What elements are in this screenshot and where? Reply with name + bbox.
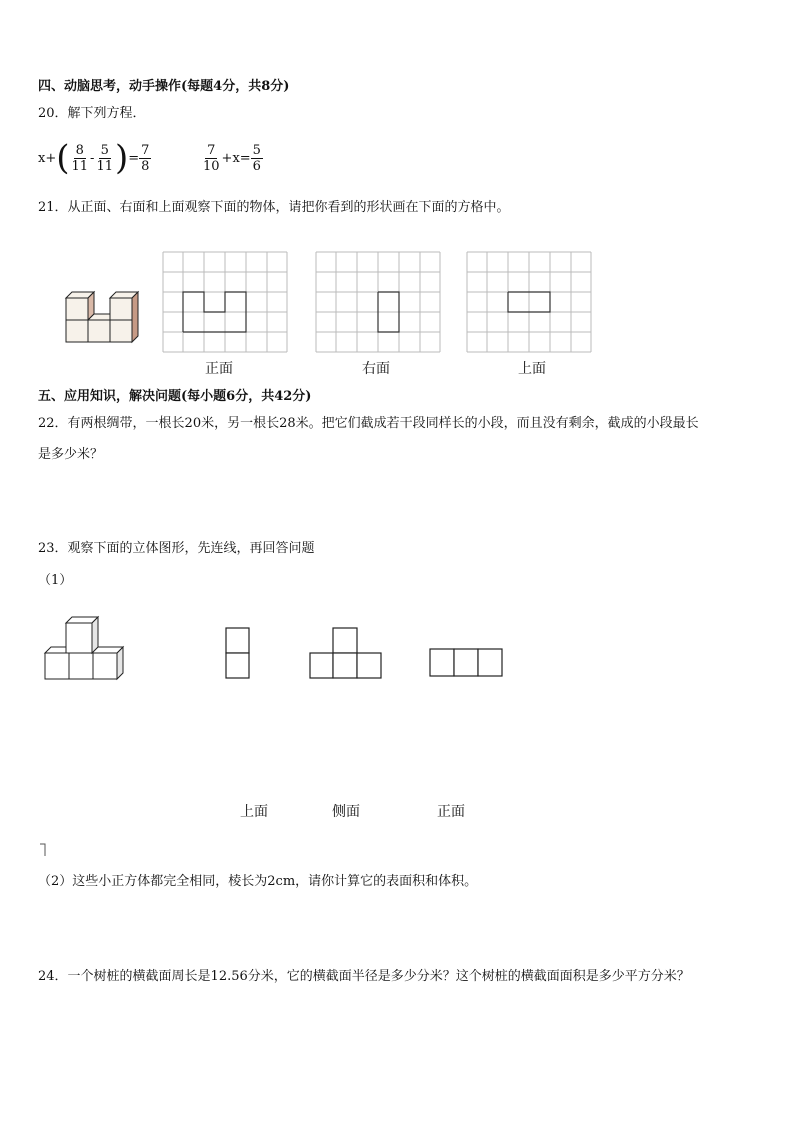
question-22-line-2: 是多少米？	[38, 447, 104, 462]
cube-face	[45, 653, 69, 679]
eq1-prefix: x+	[38, 150, 57, 166]
equation-2	[201, 138, 263, 178]
eq1-result-fraction	[139, 143, 151, 174]
eq2-result-fraction	[251, 143, 263, 174]
view-label-side: 侧面	[332, 804, 360, 820]
left-paren: (	[56, 138, 70, 178]
fraction-denominator: 6	[252, 158, 261, 174]
cube-face	[69, 653, 93, 679]
grid-top[interactable]	[467, 252, 591, 354]
question-23-text: 23．观察下面的立体图形，先连线，再回答问题	[38, 541, 315, 556]
question-21-text: 21．从正面、右面和上面观察下面的物体，请把你看到的形状画在下面的方格中。	[38, 200, 510, 215]
cube-face	[110, 298, 132, 320]
question-23-part-2: （2）这些小正方体都完全相同，棱长为2cm，请你计算它的表面积和体积。	[38, 874, 478, 889]
cube-side-face	[92, 617, 98, 653]
fraction-denominator: 11	[96, 158, 113, 174]
fraction-numerator: 8	[75, 142, 84, 158]
cube-face	[88, 320, 110, 342]
fraction-numerator: 5	[252, 142, 261, 158]
cube-face	[110, 320, 132, 342]
view-option-2[interactable]	[309, 627, 385, 681]
fraction-numerator: 5	[100, 142, 109, 158]
question-24-text: 24．一个树桩的横截面周长是12.56分米，它的横截面半径是多少分米？这个树桩的横截面面积是多少平方分米？	[38, 969, 690, 984]
grid-label-right: 右面	[362, 361, 390, 377]
equation-1	[38, 138, 151, 178]
view-label-top: 上面	[240, 804, 268, 820]
fraction-denominator: 8	[141, 158, 150, 174]
q21-solid-figure	[60, 288, 150, 358]
grid-label-front: 正面	[205, 361, 233, 377]
cube-top-face	[45, 647, 69, 653]
fraction-denominator: 10	[203, 158, 220, 174]
section-4-title: 四、动脑思考，动手操作(每题4分，共8分)	[38, 79, 290, 94]
minus-sign: -	[90, 150, 95, 166]
section-5-title: 五、应用知识，解决问题(每小题6分，共42分)	[38, 389, 312, 404]
cube-face	[66, 298, 88, 320]
question-22-line-1: 22．有两根绸带，一根长20米，另一根长28米。把它们截成若干段同样长的小段，而且没有剩余，截成的小段最长	[38, 416, 699, 431]
eq2-fraction	[201, 143, 222, 174]
question-23-part-1: （1）	[38, 573, 73, 588]
fraction-denominator: 11	[71, 158, 89, 174]
q23-solid-figure	[44, 615, 122, 681]
grid-front[interactable]	[163, 252, 287, 354]
cube-side-face	[132, 292, 138, 342]
question-20-text: 20．解下列方程．	[38, 106, 146, 121]
fraction-numerator: 7	[207, 142, 216, 158]
view-option-3[interactable]	[429, 648, 505, 680]
corner-mark	[39, 843, 47, 857]
equals-sign: =	[128, 150, 140, 166]
right-paren: )	[115, 138, 129, 178]
fraction-numerator: 7	[141, 142, 150, 158]
eq2-operator: +x=	[221, 150, 251, 166]
eq1-fraction-2	[94, 143, 115, 174]
grid-right[interactable]	[316, 252, 440, 354]
view-label-front: 正面	[437, 804, 465, 820]
grid-label-top: 上面	[518, 361, 546, 377]
cube-face	[66, 623, 92, 653]
cube-face	[93, 653, 117, 679]
cube-face	[66, 320, 88, 342]
view-option-1[interactable]	[225, 627, 251, 681]
eq1-fraction-1	[70, 143, 91, 174]
